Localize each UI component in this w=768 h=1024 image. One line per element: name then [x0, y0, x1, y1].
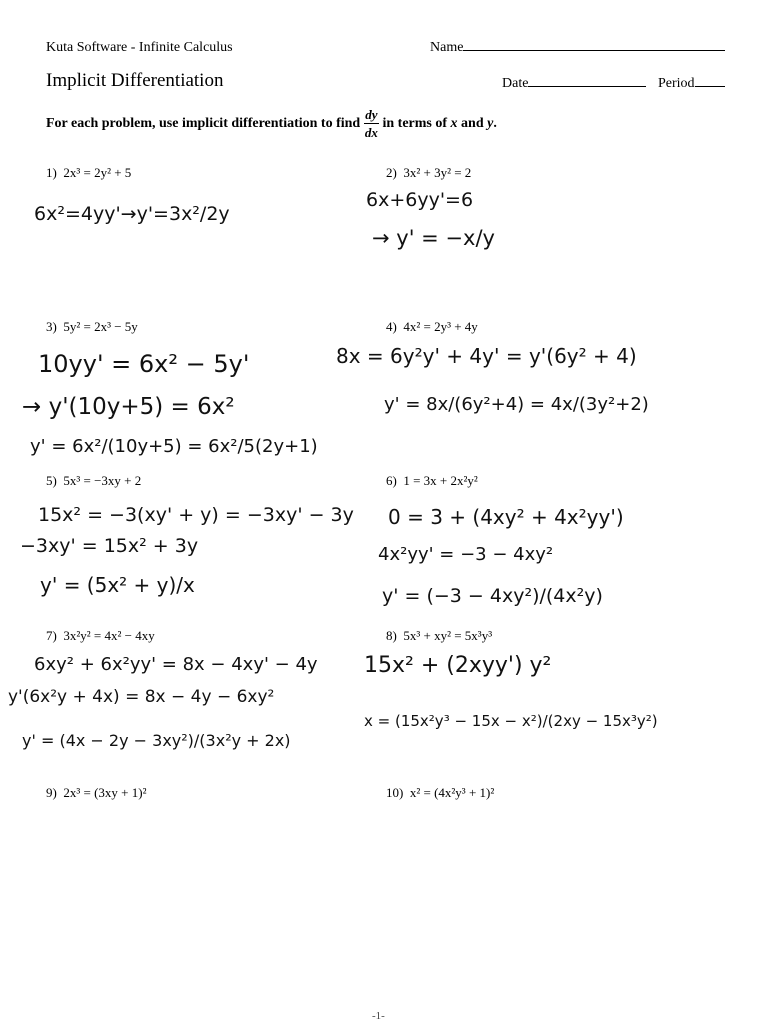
handwriting-p7-line3: y' = (4x − 2y − 3xy²)/(3x²y + 2x): [22, 731, 291, 750]
name-label: Name: [430, 40, 464, 55]
problem-3: 3) 5y² = 2x³ − 5y: [46, 319, 138, 334]
worksheet-title: Implicit Differentiation: [46, 70, 224, 91]
problem-10: 10) x² = (4x²y³ + 1)²: [386, 785, 495, 800]
period-label: Period: [658, 76, 695, 91]
page-number: -1-: [372, 1010, 385, 1022]
handwriting-p8-line2: x = (15x²y³ − 15x − x²)/(2xy − 15x³y²): [364, 712, 658, 730]
problem-5: 5) 5x³ = −3xy + 2: [46, 473, 142, 488]
problem-8: 8) 5x³ + xy² = 5x³y³: [386, 628, 493, 643]
handwriting-p7-line1: 6xy² + 6x²yy' = 8x − 4xy' − 4y: [34, 654, 318, 675]
problem-6: 6) 1 = 3x + 2x²y²: [386, 473, 478, 488]
dy-dx-fraction: $\frac{dy}{dx}$: [364, 107, 378, 140]
handwriting-p5-line1: 15x² = −3(xy' + y) = −3xy' − 3y: [38, 504, 354, 526]
problem-2: 2) 3x² + 3y² = 2: [386, 165, 472, 180]
software-label: Kuta Software - Infinite Calculus: [46, 40, 233, 55]
handwriting-p2-line1: 6x+6yy'=6: [366, 189, 474, 211]
problem-1: 1) 2x³ = 2y² + 5: [46, 165, 132, 180]
handwriting-p7-line2: y'(6x²y + 4x) = 8x − 4y − 6xy²: [8, 687, 275, 707]
problem-7: 7) 3x²y² = 4x² − 4xy: [46, 628, 155, 643]
handwriting-p8-line1: 15x² + (2xyy') y²: [364, 653, 552, 678]
instructions-text: For each problem, use implicit differentiation to find: [46, 115, 361, 131]
handwriting-p4-line1: 8x = 6y²y' + 4y' = y'(6y² + 4): [336, 344, 637, 368]
handwriting-p4-line2: y' = 8x/(6y²+4) = 4x/(3y²+2): [384, 394, 649, 415]
handwriting-p3-line3: y' = 6x²/(10y+5) = 6x²/5(2y+1): [30, 436, 318, 457]
handwriting-p6-line2: 4x²yy' = −3 − 4xy²: [378, 544, 554, 565]
instructions-text-2: in terms of: [382, 115, 448, 131]
problem-4: 4) 4x² = 2y³ + 4y: [386, 319, 478, 334]
handwriting-p3-line1: 10yy' = 6x² − 5y': [38, 350, 250, 378]
handwriting-p2-line2: → y' = −x/y: [372, 226, 495, 250]
handwriting-p1-line1: 6x²=4yy'→y'=3x²/2y: [34, 203, 230, 225]
handwriting-p3-line2: → y'(10y+5) = 6x²: [22, 394, 235, 420]
problem-9: 9) 2x³ = (3xy + 1)²: [46, 785, 147, 800]
handwriting-p5-line2: −3xy' = 15x² + 3y: [20, 535, 199, 557]
handwriting-p6-line1: 0 = 3 + (4xy² + 4x²yy'): [388, 505, 624, 529]
date-label: Date: [502, 76, 529, 91]
instructions: For each problem, use implicit differentiation to find $\frac{dy}{dx}$ in terms of x and y .: [46, 107, 497, 140]
handwriting-p5-line3: y' = (5x² + y)/x: [40, 573, 195, 597]
handwriting-p6-line3: y' = (−3 − 4xy²)/(4x²y): [382, 585, 603, 607]
